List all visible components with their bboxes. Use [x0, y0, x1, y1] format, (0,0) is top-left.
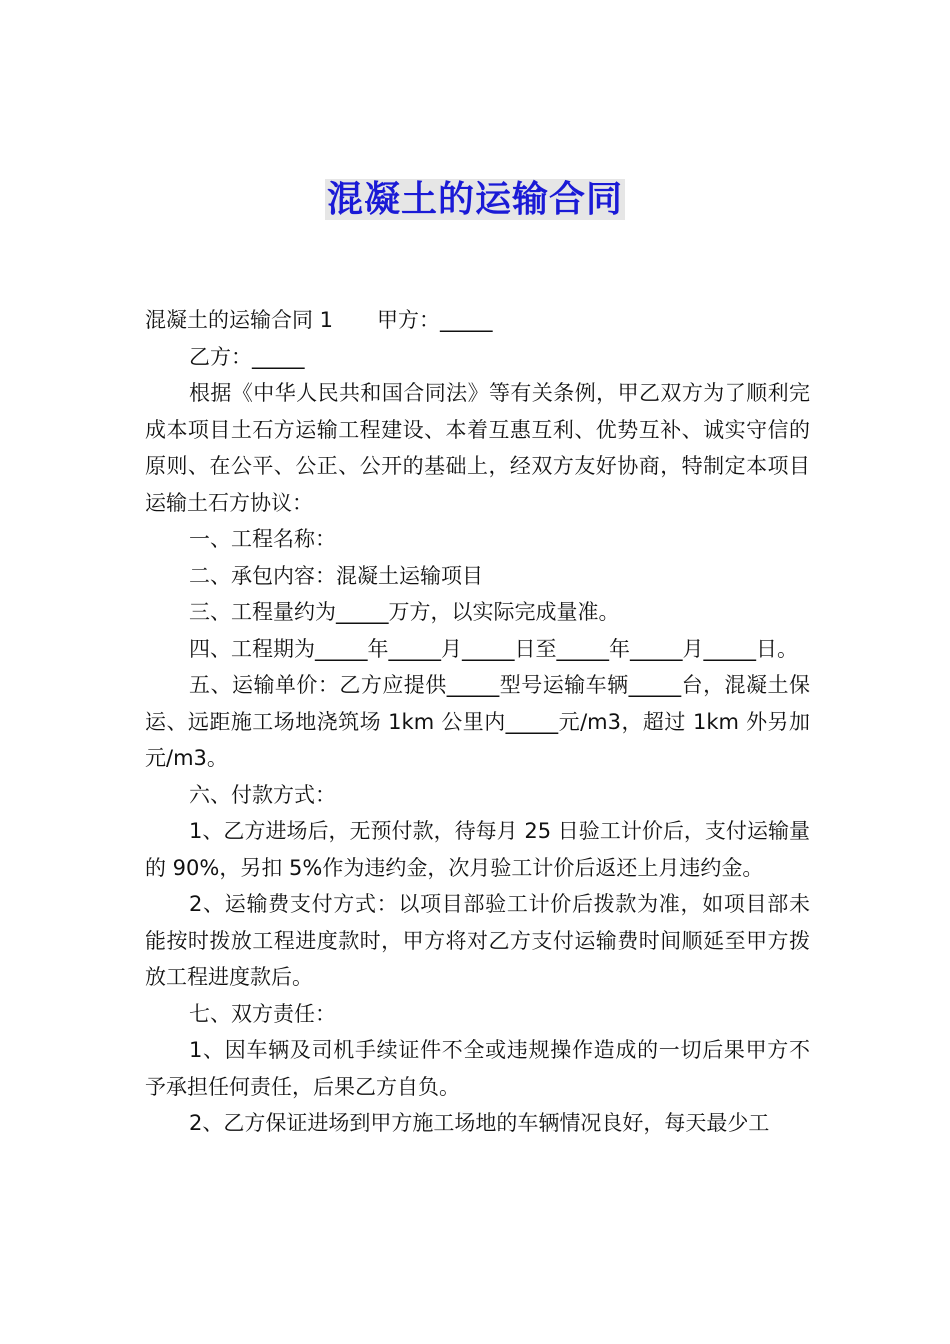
party-a-line: 甲方：_____ — [377, 308, 493, 332]
clause-responsibility-heading: 七、双方责任： — [189, 1001, 336, 1026]
preamble-paragraph: 根据《中华人民共和国合同法》等有关条例，甲乙双方为了顺利完成本项目土石方运输工程建设、本着互惠互利、优势互补、诚实守信的原则、在公平、公正、公开的基础上，经双方友好协商，特制定本项目运输土石方协议： — [145, 381, 810, 515]
clause-responsibility-2: 2、乙方保证进场到甲方施工场地的车辆情况良好，每天最少工 — [189, 1111, 770, 1135]
clause-responsibility-1: 1、因车辆及司机手续证件不全或违规操作造成的一切后果甲方不予承担任何责任，后果乙方自负。 — [145, 1038, 810, 1099]
clause-duration: 四、工程期为_____年_____月_____日至_____年_____月_____日。 — [189, 636, 798, 661]
document-body — [145, 302, 810, 1142]
document-title — [0, 174, 950, 226]
contract-heading-line — [145, 302, 810, 339]
clause-project-name: 一、工程名称： — [189, 527, 336, 551]
clause-payment-1: 1、乙方进场后，无预付款，待每月 25 日验工计价后，支付运输量的 90%，另扣 5%作为违约金，次月验工计价后返还上月违约金。 — [145, 819, 810, 880]
contract-heading: 混凝土的运输合同 1 — [145, 308, 334, 332]
document-title-text: 混凝土的运输合同 — [326, 179, 623, 220]
clause-contract-scope: 二、承包内容：混凝土运输项目 — [189, 563, 483, 588]
clause-payment-heading: 六、付款方式： — [189, 782, 336, 807]
clause-payment-2: 2、运输费支付方式：以项目部验工计价后拨款为准，如项目部未能按时拨放工程进度款时，甲方将对乙方支付运输费时间顺延至甲方拨放工程进度款后。 — [145, 892, 810, 989]
clause-quantity: 三、工程量约为_____万方，以实际完成量准。 — [189, 600, 620, 624]
clause-unit-price: 五、运输单价：乙方应提供_____型号运输车辆_____台，混凝土保运、远距施工场地浇筑场 1km 公里内_____元/m3，超过 1km 外另加元/m3。 — [145, 673, 810, 770]
party-b-line: 乙方：_____ — [189, 344, 305, 369]
